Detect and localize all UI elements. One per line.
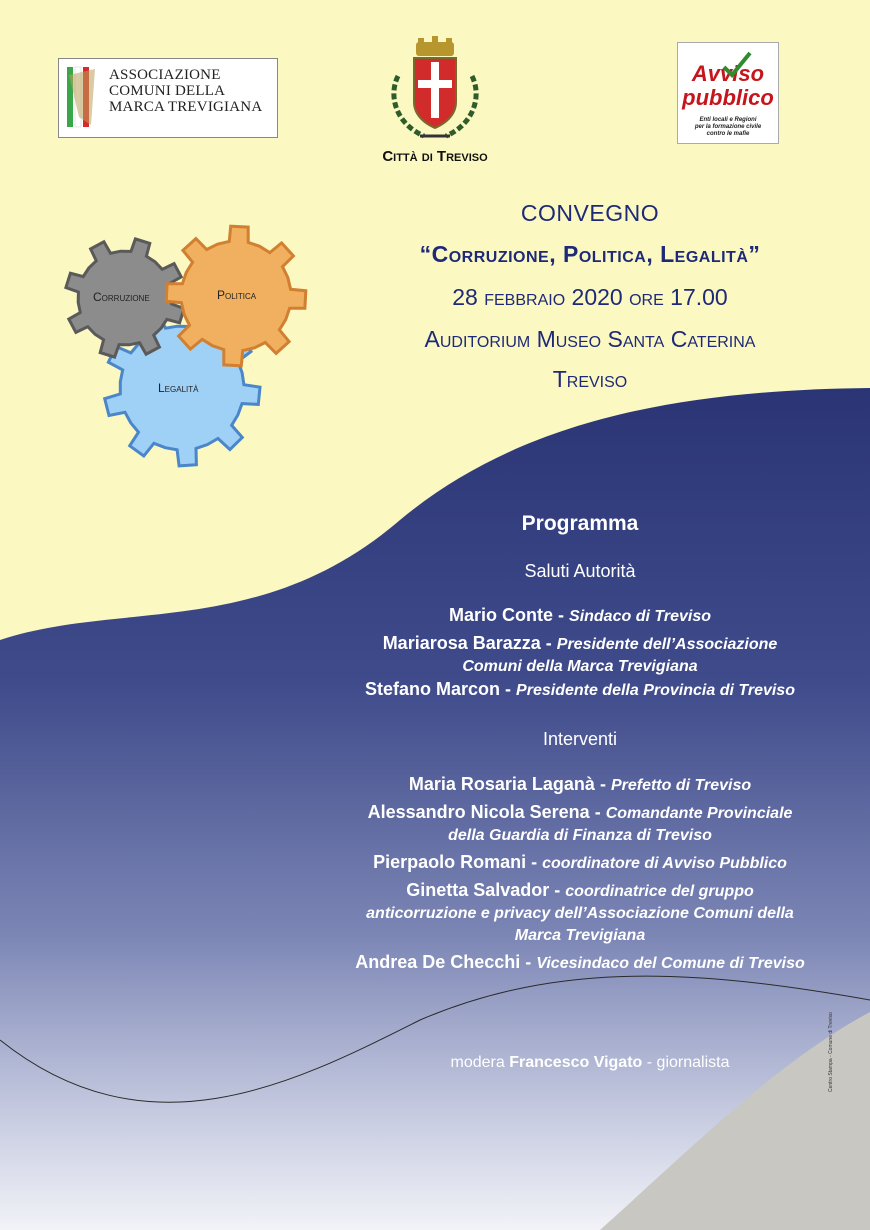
speaker-role: Presidente della Provincia di Treviso [516, 682, 795, 699]
speaker-name: Alessandro Nicola Serena [367, 802, 590, 822]
separator: - [553, 605, 570, 625]
gear-label-politica: Politica [217, 288, 257, 302]
list-item [300, 801, 860, 847]
checkmark-icon [720, 51, 754, 79]
speaker-role: Vicesindaco del Comune di Treviso [536, 955, 805, 972]
speaker-role: Prefetto di Treviso [610, 777, 752, 794]
separator: - [540, 633, 557, 653]
event-datetime: 28 febbraio 2020 ore 17.00 [452, 284, 728, 310]
event-city: Treviso [552, 366, 628, 392]
speaker-name: Pierpaolo Romani [373, 852, 527, 872]
gear-label-legalita: Legalità [158, 381, 199, 395]
speaker-name: Maria Rosaria Laganà [408, 774, 595, 794]
speaker-role-continued: Marca Trevigiana [514, 927, 646, 944]
moderator-name: Francesco Vigato [509, 1054, 643, 1071]
city-name: Città di Treviso [382, 148, 488, 165]
separator: - [520, 952, 537, 972]
association-line-2: COMUNI DELLA [109, 83, 226, 99]
avviso-pubblico-logo [677, 42, 779, 144]
speaker-role: Presidente dell’Associazione [556, 636, 778, 653]
moderator-line [300, 1054, 870, 1072]
separator: - [594, 774, 611, 794]
list-item [300, 678, 860, 702]
greetings-list [300, 604, 860, 702]
avviso-tagline [678, 117, 778, 138]
association-name [109, 67, 262, 115]
greetings-heading: Saluti Autorità [524, 561, 636, 581]
print-credit: Centro Stampa - Comune di Treviso [828, 1012, 834, 1092]
speaker-name: Stefano Marcon [365, 679, 501, 699]
event-kind: CONVEGNO [520, 200, 660, 226]
event-venue: Auditorium Museo Santa Caterina [424, 326, 756, 352]
city-crest-icon [384, 36, 486, 144]
speaker-role: coordinatrice del gruppo [565, 883, 754, 900]
gears-illustration [60, 210, 330, 475]
list-item [300, 604, 860, 628]
list-item [300, 951, 860, 975]
speaker-role: Comandante Provinciale [605, 805, 793, 822]
speaker-name: Ginetta Salvador [406, 880, 550, 900]
speaker-role-continued: anticorruzione e privacy dell’Associazione Comuni della [366, 905, 794, 922]
association-line-3: MARCA TREVIGIANA [109, 99, 263, 115]
avviso-tagline-3: contro le mafie [706, 131, 750, 137]
speaker-role-continued: Comuni della Marca Trevigiana [462, 658, 698, 675]
event-title: “Corruzione, Politica, Legalità” [419, 241, 761, 267]
association-emblem-icon [65, 65, 101, 129]
speaker-name: Mario Conte [449, 605, 554, 625]
separator: - [526, 852, 543, 872]
speaker-role: coordinatore di Avviso Pubblico [542, 855, 787, 872]
association-line-1: ASSOCIAZIONE [109, 67, 221, 83]
separator: - [500, 679, 517, 699]
list-item [300, 851, 860, 875]
avviso-tagline-2: per la formazione civile [694, 124, 762, 130]
programme-title: Programma [521, 512, 639, 535]
separator: - [549, 880, 566, 900]
speaker-name: Mariarosa Barazza [382, 633, 541, 653]
moderator-prefix: modera [450, 1054, 505, 1071]
avviso-tagline-1: Enti locali e Regioni [699, 117, 757, 123]
avviso-line-1: Avviso [691, 61, 765, 86]
talks-list [300, 773, 860, 975]
list-item [300, 632, 860, 678]
list-item [300, 773, 860, 797]
separator: - [589, 802, 606, 822]
association-logo [58, 58, 278, 138]
moderator-suffix: - giornalista [646, 1054, 730, 1071]
speaker-name: Andrea De Checchi [355, 952, 521, 972]
talks-heading: Interventi [542, 729, 618, 749]
gear-label-corruzione: Corruzione [93, 290, 150, 304]
speaker-role-continued: della Guardia di Finanza di Treviso [448, 827, 712, 844]
speaker-role: Sindaco di Treviso [569, 608, 711, 625]
avviso-line-2: pubblico [682, 85, 774, 110]
list-item [300, 879, 860, 947]
